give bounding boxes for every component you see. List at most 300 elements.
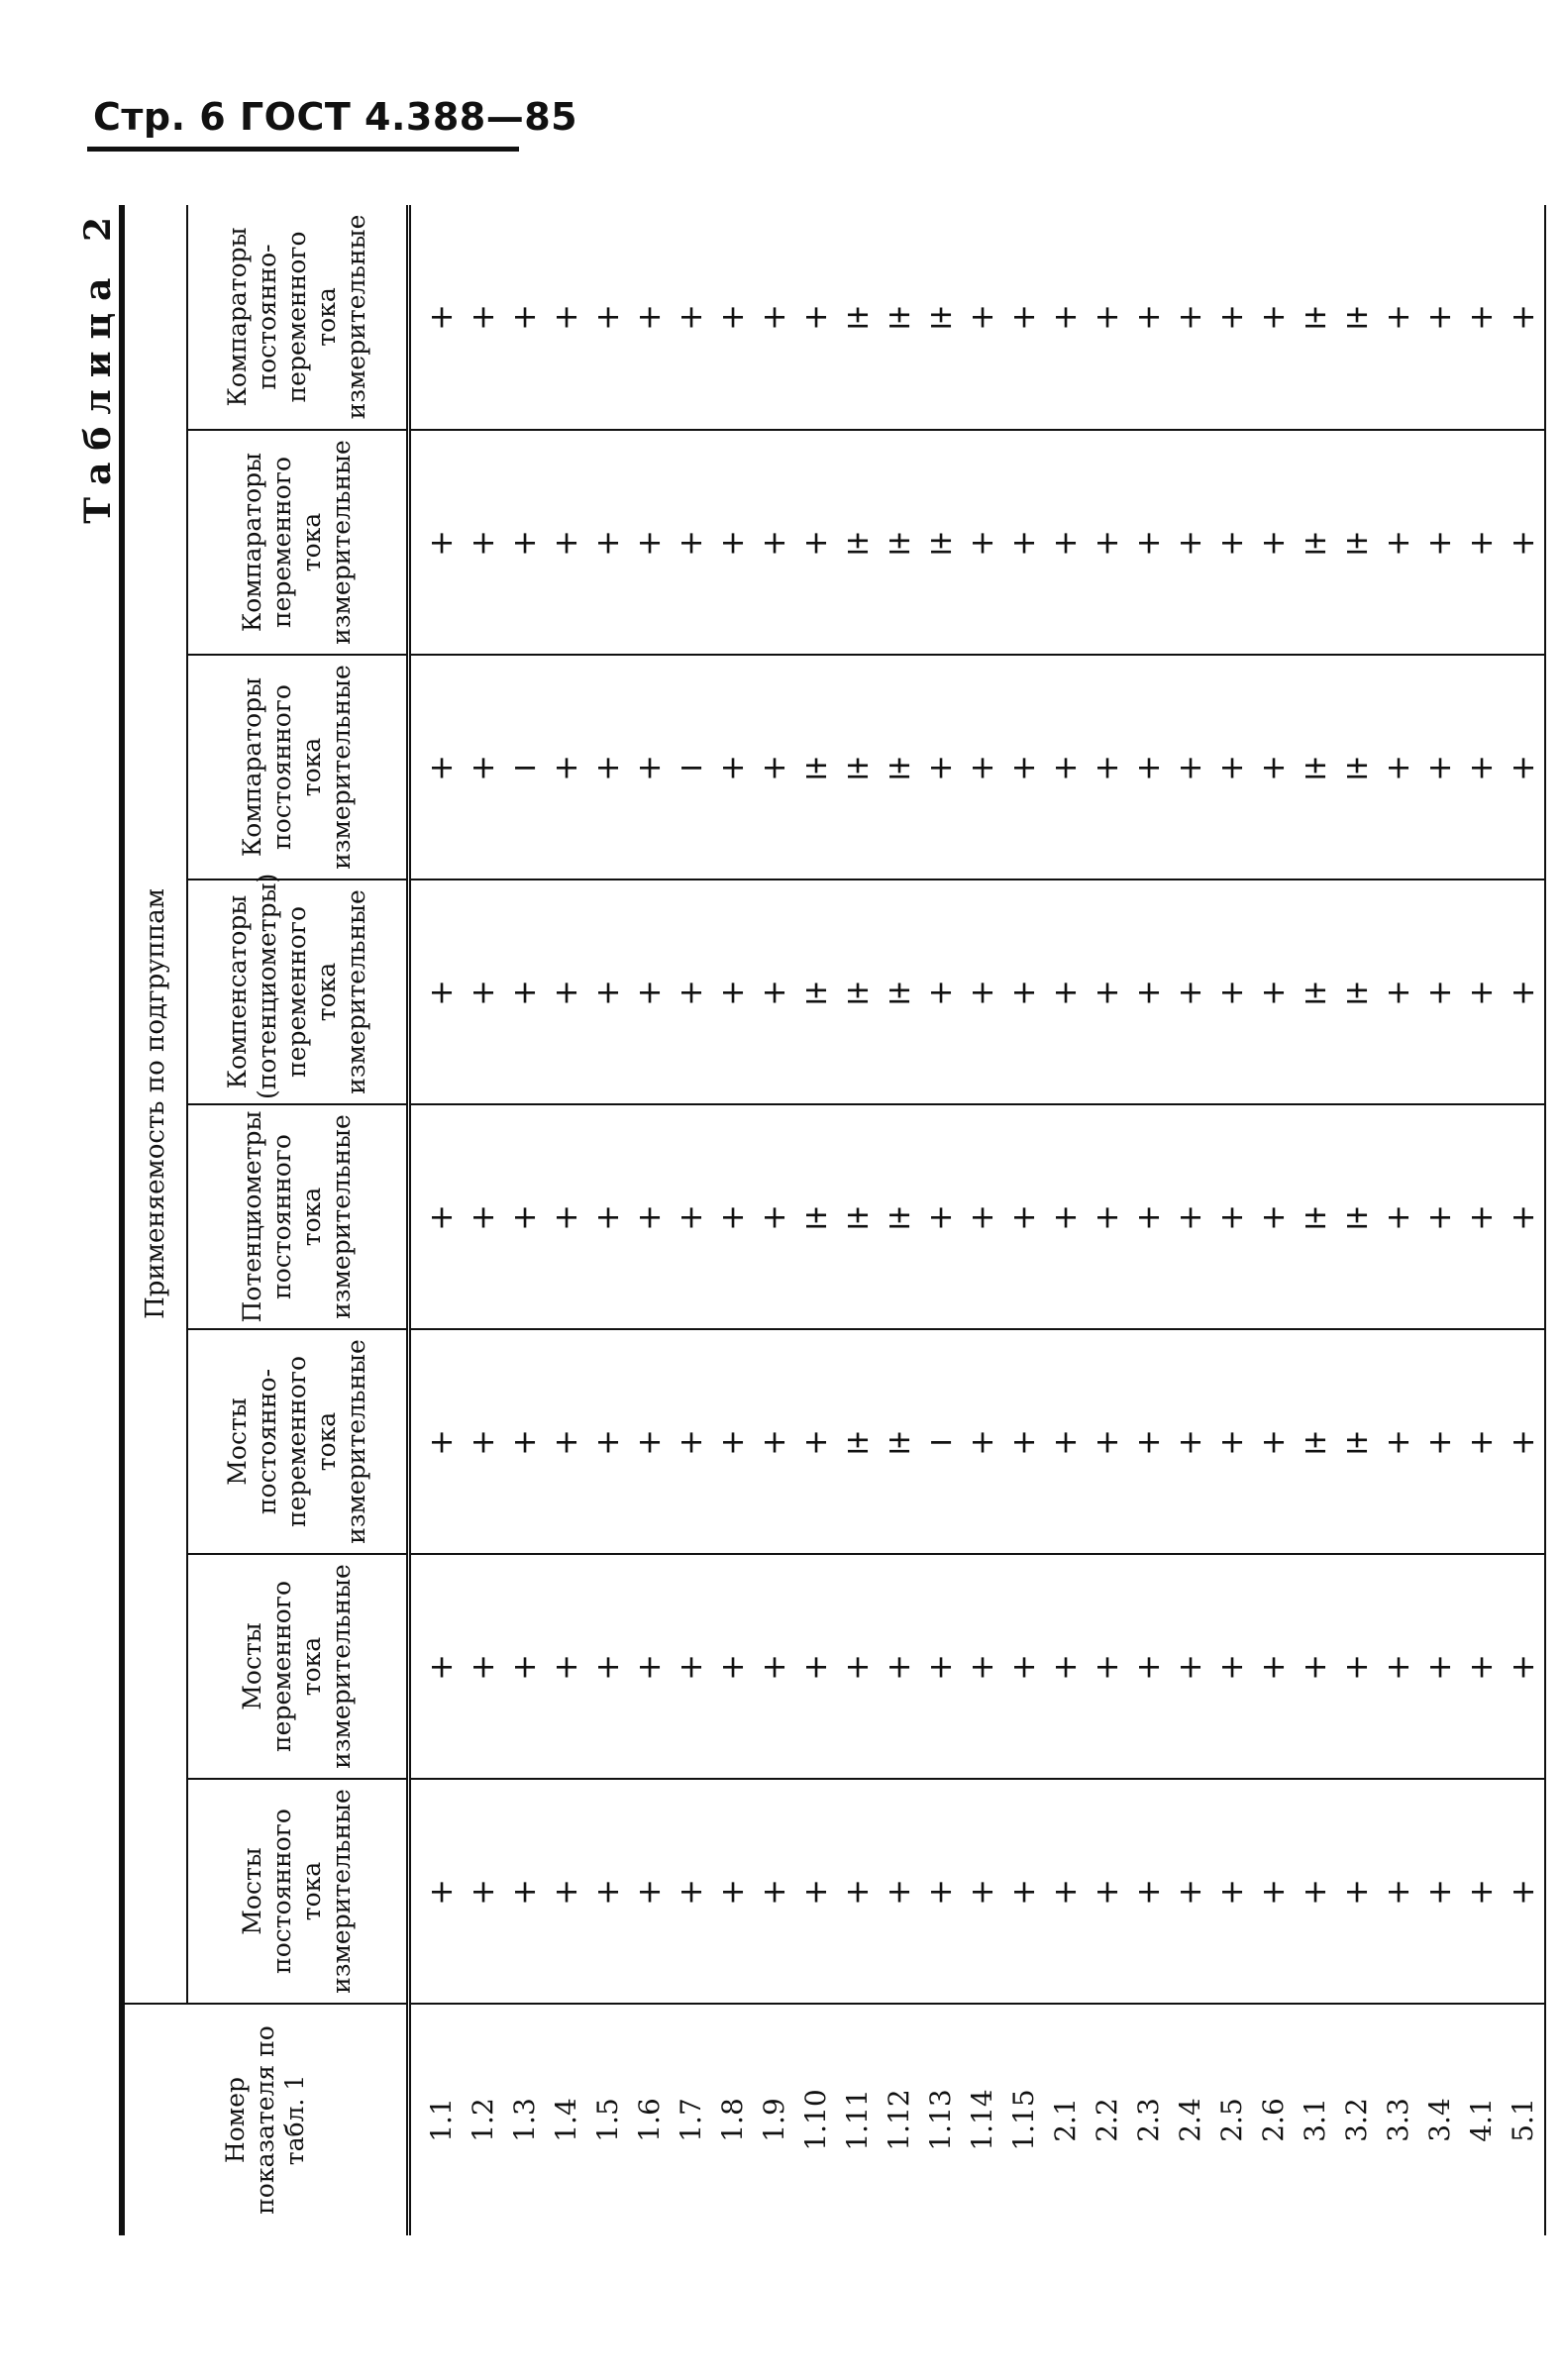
cell-mark-glyph: +: [553, 1872, 580, 1911]
cell-mark-glyph: +: [1302, 1872, 1329, 1911]
cell-mark: [1128, 431, 1170, 654]
cell-mark-glyph: +: [1260, 748, 1288, 786]
row-id: 1.15: [1007, 2089, 1040, 2151]
cell-mark: [920, 1105, 962, 1328]
cell-mark-glyph: +: [428, 523, 456, 562]
cell-mark: [504, 1330, 546, 1553]
cell-mark: [1253, 431, 1295, 654]
applicability-table: [119, 205, 1546, 2235]
cell-mark-glyph: +: [1385, 523, 1412, 562]
cell-mark-glyph: +: [511, 523, 539, 562]
cell-mark: [504, 1555, 546, 1778]
cell-mark: [1378, 1105, 1419, 1328]
cell-mark-glyph: ±: [1343, 973, 1371, 1011]
cell-mark: [421, 1555, 463, 1778]
cell-mark: [837, 656, 879, 879]
cell-mark: [587, 205, 629, 429]
cell-mark-glyph: +: [1135, 1197, 1163, 1236]
cell-mark: [1253, 1555, 1295, 1778]
cell-mark-glyph: +: [428, 1197, 456, 1236]
cell-mark: [1419, 205, 1461, 429]
header-rule: [87, 147, 519, 152]
cell-mark: [1295, 205, 1336, 429]
cell-mark: [1170, 431, 1211, 654]
cell-mark: [421, 431, 463, 654]
column-header: Компараторы постоянного тока измерительные: [187, 655, 409, 880]
cell-mark-glyph: +: [677, 973, 705, 1011]
cell-mark: [1045, 431, 1087, 654]
cell-mark-glyph: ±: [927, 523, 955, 562]
cell-mark-glyph: +: [511, 1872, 539, 1911]
cell-mark-glyph: +: [1218, 748, 1246, 786]
cell-mark-glyph: +: [1052, 973, 1080, 1011]
cell-mark-glyph: +: [1343, 1647, 1371, 1686]
cell-mark: [1336, 1105, 1378, 1328]
cell-mark-glyph: +: [1385, 1197, 1412, 1236]
row-id: 1.2: [467, 2098, 499, 2142]
cell-mark-glyph: +: [1260, 523, 1288, 562]
cell-mark-glyph: +: [1510, 1422, 1537, 1461]
cell-mark: [546, 1105, 587, 1328]
cell-mark-glyph: +: [1218, 1872, 1246, 1911]
cell-mark-glyph: +: [1177, 973, 1204, 1011]
cell-mark: [712, 656, 754, 879]
cell-mark: [463, 880, 504, 1103]
cell-mark: [1295, 880, 1336, 1103]
cell-mark: [1419, 1330, 1461, 1553]
cell-mark: [1253, 1105, 1295, 1328]
cell-mark-glyph: +: [1010, 297, 1038, 336]
cell-mark: [1211, 1555, 1253, 1778]
cell-mark-glyph: ±: [802, 973, 830, 1011]
cell-mark: [879, 1105, 920, 1328]
row-id: 3.4: [1423, 2098, 1456, 2142]
cell-mark: [1336, 1780, 1378, 2003]
cell-mark: [795, 205, 837, 429]
cell-mark-glyph: +: [802, 297, 830, 336]
column-header: Компараторы постоянно-переменного тока измерительные: [187, 205, 409, 430]
cell-mark-glyph: +: [469, 1197, 497, 1236]
cell-mark-glyph: +: [802, 523, 830, 562]
cell-mark: [1336, 1555, 1378, 1778]
cell-mark: [1461, 431, 1503, 654]
cell-mark: [1003, 1555, 1045, 1778]
cell-mark-glyph: ±: [885, 1197, 913, 1236]
cell-mark-glyph: +: [927, 748, 955, 786]
cell-mark-glyph: +: [677, 1872, 705, 1911]
cell-mark: [504, 431, 546, 654]
row-id: 1.1: [425, 2098, 458, 2142]
cell-mark-glyph: ±: [1302, 748, 1329, 786]
rotated-table-block: [77, 205, 1539, 2235]
cell-mark-glyph: ±: [844, 748, 872, 786]
cell-mark-glyph: +: [1468, 297, 1496, 336]
values-column: [409, 1104, 1546, 1329]
cell-mark: [629, 880, 671, 1103]
cell-mark-glyph: +: [1468, 523, 1496, 562]
cell-mark: [504, 1105, 546, 1328]
cell-mark: [421, 880, 463, 1103]
cell-mark-glyph: +: [719, 1197, 747, 1236]
cell-mark-glyph: +: [1135, 523, 1163, 562]
cell-mark-glyph: +: [469, 1422, 497, 1461]
cell-mark-glyph: +: [428, 1647, 456, 1686]
cell-mark: [1128, 1780, 1170, 2003]
cell-mark: [546, 431, 587, 654]
cell-mark: [754, 1330, 795, 1553]
cell-mark: [1461, 880, 1503, 1103]
column-header: Компараторы переменного тока измерительные: [187, 430, 409, 655]
cell-mark-glyph: +: [1468, 973, 1496, 1011]
cell-mark: [1170, 1780, 1211, 2003]
cell-mark: [1045, 205, 1087, 429]
cell-mark: [1087, 431, 1128, 654]
cell-mark: [504, 656, 546, 879]
cell-mark-glyph: ±: [1343, 1197, 1371, 1236]
cell-mark: [1461, 1555, 1503, 1778]
cell-mark-glyph: ±: [1302, 1197, 1329, 1236]
cell-mark: [1045, 880, 1087, 1103]
cell-mark-glyph: +: [1510, 973, 1537, 1011]
cell-mark: [920, 1555, 962, 1778]
cell-mark: [1045, 1555, 1087, 1778]
row-id: 2.4: [1174, 2098, 1206, 2142]
cell-mark-glyph: +: [1218, 1422, 1246, 1461]
row-id: 2.1: [1049, 2098, 1082, 2142]
cell-mark-glyph: +: [719, 523, 747, 562]
cell-mark-glyph: +: [719, 748, 747, 786]
cell-mark-glyph: +: [761, 1647, 788, 1686]
cell-mark-glyph: ±: [844, 1197, 872, 1236]
cell-mark: [837, 1780, 879, 2003]
cell-mark-glyph: +: [1218, 297, 1246, 336]
row-id: 1.7: [675, 2098, 707, 2142]
cell-mark: [463, 1555, 504, 1778]
cell-mark: [1378, 1555, 1419, 1778]
cell-mark: [837, 1555, 879, 1778]
cell-mark: [1087, 1780, 1128, 2003]
row-id: 1.10: [799, 2089, 832, 2151]
cell-mark-glyph: +: [553, 1647, 580, 1686]
cell-mark-glyph: +: [719, 973, 747, 1011]
cell-mark-glyph: +: [761, 1422, 788, 1461]
cell-mark-glyph: +: [1093, 973, 1121, 1011]
column-header: Потенциометры постоянного тока измерительные: [187, 1104, 409, 1329]
cell-mark: [1461, 1780, 1503, 2003]
cell-mark: [1170, 880, 1211, 1103]
cell-mark-glyph: +: [761, 973, 788, 1011]
cell-mark: [546, 1780, 587, 2003]
cell-mark-glyph: +: [885, 1647, 913, 1686]
cell-mark: [962, 1105, 1003, 1328]
cell-mark: [1461, 1330, 1503, 1553]
cell-mark: [1378, 205, 1419, 429]
cell-mark-glyph: ±: [1343, 748, 1371, 786]
cell-mark-glyph: +: [927, 1647, 955, 1686]
cell-mark: [671, 1555, 712, 1778]
cell-mark-glyph: +: [885, 1872, 913, 1911]
cell-mark: [1336, 431, 1378, 654]
cell-mark: [629, 431, 671, 654]
cell-mark-glyph: +: [553, 748, 580, 786]
cell-mark: [795, 1555, 837, 1778]
row-id: 1.9: [758, 2098, 790, 2142]
row-id: 2.3: [1132, 2098, 1165, 2142]
cell-mark: [712, 205, 754, 429]
cell-mark-glyph: +: [1177, 1647, 1204, 1686]
cell-mark-glyph: +: [719, 297, 747, 336]
cell-mark-glyph: +: [1260, 1422, 1288, 1461]
cell-mark-glyph: +: [1052, 523, 1080, 562]
cell-mark-glyph: +: [1302, 1647, 1329, 1686]
row-id: 2.6: [1257, 2098, 1290, 2142]
cell-mark: [546, 880, 587, 1103]
cell-mark-glyph: +: [511, 297, 539, 336]
cell-mark: [421, 656, 463, 879]
row-id: 1.13: [924, 2089, 957, 2151]
cell-mark: [712, 1555, 754, 1778]
cell-mark-glyph: +: [428, 297, 456, 336]
cell-mark-glyph: +: [927, 973, 955, 1011]
cell-mark: [629, 1330, 671, 1553]
cell-mark-glyph: −: [927, 1422, 955, 1461]
cell-mark-glyph: +: [1093, 748, 1121, 786]
cell-mark: [962, 656, 1003, 879]
cell-mark: [1087, 205, 1128, 429]
cell-mark: [1003, 431, 1045, 654]
cell-mark: [671, 1780, 712, 2003]
cell-mark-glyph: +: [553, 973, 580, 1011]
cell-mark-glyph: +: [969, 973, 996, 1011]
cell-mark: [1419, 431, 1461, 654]
cell-mark-glyph: +: [511, 1422, 539, 1461]
cell-mark: [421, 205, 463, 429]
cell-mark: [1045, 1330, 1087, 1553]
cell-mark: [712, 1330, 754, 1553]
cell-mark: [546, 205, 587, 429]
cell-mark-glyph: +: [969, 1197, 996, 1236]
cell-mark-glyph: +: [844, 1872, 872, 1911]
cell-mark-glyph: +: [553, 523, 580, 562]
cell-mark-glyph: +: [636, 523, 664, 562]
cell-mark-glyph: +: [1093, 297, 1121, 336]
cell-mark-glyph: +: [428, 1422, 456, 1461]
cell-mark: [1128, 656, 1170, 879]
cell-mark: [671, 431, 712, 654]
cell-mark-glyph: +: [636, 748, 664, 786]
cell-mark: [463, 1780, 504, 2003]
values-column: [409, 655, 1546, 880]
cell-mark-glyph: +: [761, 1872, 788, 1911]
cell-mark-glyph: ±: [802, 748, 830, 786]
cell-mark-glyph: +: [1426, 523, 1454, 562]
cell-mark-glyph: +: [1135, 748, 1163, 786]
row-id: 2.5: [1215, 2098, 1248, 2142]
cell-mark-glyph: +: [1385, 1647, 1412, 1686]
cell-mark-glyph: +: [1426, 973, 1454, 1011]
cell-mark: [837, 431, 879, 654]
cell-mark-glyph: +: [802, 1422, 830, 1461]
cell-mark-glyph: +: [469, 973, 497, 1011]
cell-mark-glyph: +: [719, 1872, 747, 1911]
cell-mark: [920, 656, 962, 879]
row-id: 2.2: [1091, 2098, 1123, 2142]
cell-mark-glyph: +: [1010, 973, 1038, 1011]
row-id: 1.4: [550, 2098, 582, 2142]
cell-mark: [463, 1105, 504, 1328]
cell-mark: [837, 205, 879, 429]
cell-mark-glyph: ±: [1302, 523, 1329, 562]
cell-mark: [795, 431, 837, 654]
cell-mark-glyph: +: [677, 523, 705, 562]
cell-mark-glyph: +: [1260, 297, 1288, 336]
cell-mark-glyph: +: [1135, 1647, 1163, 1686]
cell-mark: [1253, 1780, 1295, 2003]
cell-mark: [1419, 1555, 1461, 1778]
cell-mark: [962, 1780, 1003, 2003]
cell-mark-glyph: +: [969, 1647, 996, 1686]
cell-mark: [712, 1780, 754, 2003]
cell-mark-glyph: ±: [1302, 973, 1329, 1011]
cell-mark: [1128, 880, 1170, 1103]
cell-mark: [920, 431, 962, 654]
cell-mark: [1087, 1105, 1128, 1328]
cell-mark: [754, 431, 795, 654]
row-id: 1.12: [883, 2089, 915, 2151]
cell-mark: [1503, 1555, 1544, 1778]
cell-mark: [1503, 656, 1544, 879]
cell-mark-glyph: +: [1177, 1422, 1204, 1461]
cell-mark: [1419, 880, 1461, 1103]
cell-mark: [463, 1330, 504, 1553]
cell-mark-glyph: +: [1052, 748, 1080, 786]
cell-mark: [587, 1330, 629, 1553]
cell-mark-glyph: ±: [844, 1422, 872, 1461]
cell-mark: [795, 1780, 837, 2003]
cell-mark-glyph: +: [761, 1197, 788, 1236]
cell-mark: [754, 1105, 795, 1328]
cell-mark: [1170, 656, 1211, 879]
cell-mark-glyph: ±: [1343, 523, 1371, 562]
cell-mark-glyph: +: [594, 297, 622, 336]
cell-mark: [1170, 1105, 1211, 1328]
cell-mark: [1461, 205, 1503, 429]
cell-mark: [1253, 1330, 1295, 1553]
cell-mark-glyph: +: [636, 1422, 664, 1461]
cell-mark-glyph: +: [553, 297, 580, 336]
cell-mark: [629, 1105, 671, 1328]
cell-mark-glyph: +: [1177, 297, 1204, 336]
cell-mark-glyph: +: [1510, 1647, 1537, 1686]
cell-mark: [1211, 205, 1253, 429]
cell-mark: [546, 1555, 587, 1778]
cell-mark-glyph: +: [1093, 523, 1121, 562]
cell-mark: [1253, 205, 1295, 429]
cell-mark: [1003, 656, 1045, 879]
cell-mark: [587, 1555, 629, 1778]
column-header: Компенсаторы (потенциометры) переменного тока измерительные: [187, 880, 409, 1104]
cell-mark: [879, 431, 920, 654]
cell-mark: [504, 1780, 546, 2003]
row-id: 3.1: [1299, 2098, 1331, 2142]
cell-mark-glyph: +: [1010, 1197, 1038, 1236]
row-id: 1.5: [591, 2098, 624, 2142]
cell-mark: [795, 656, 837, 879]
cell-mark: [1211, 431, 1253, 654]
cell-mark: [1378, 656, 1419, 879]
cell-mark: [1087, 656, 1128, 879]
cell-mark: [504, 880, 546, 1103]
cell-mark: [587, 1780, 629, 2003]
row-id: 4.1: [1465, 2098, 1498, 2142]
cell-mark: [920, 880, 962, 1103]
values-column: [409, 1329, 1546, 1554]
cell-mark: [1045, 1780, 1087, 2003]
cell-mark-glyph: ±: [1343, 297, 1371, 336]
cell-mark-glyph: +: [844, 1647, 872, 1686]
cell-mark-glyph: ±: [885, 973, 913, 1011]
cell-mark: [1128, 1555, 1170, 1778]
cell-mark: [1045, 656, 1087, 879]
cell-mark: [1295, 431, 1336, 654]
cell-mark: [463, 205, 504, 429]
cell-mark-glyph: +: [927, 1872, 955, 1911]
cell-mark: [1503, 1780, 1544, 2003]
cell-mark: [1003, 1105, 1045, 1328]
cell-mark-glyph: +: [1135, 973, 1163, 1011]
cell-mark-glyph: +: [677, 1647, 705, 1686]
cell-mark-glyph: +: [469, 1872, 497, 1911]
cell-mark: [1461, 656, 1503, 879]
cell-mark: [1419, 1105, 1461, 1328]
cell-mark: [712, 431, 754, 654]
cell-mark: [879, 1330, 920, 1553]
cell-mark: [837, 1105, 879, 1328]
cell-mark: [587, 656, 629, 879]
cell-mark-glyph: +: [969, 297, 996, 336]
cell-mark-glyph: +: [1510, 523, 1537, 562]
cell-mark-glyph: ±: [844, 523, 872, 562]
cell-mark-glyph: +: [1426, 748, 1454, 786]
cell-mark: [1378, 880, 1419, 1103]
cell-mark-glyph: +: [1052, 1197, 1080, 1236]
cell-mark: [671, 1105, 712, 1328]
cell-mark-glyph: +: [1385, 973, 1412, 1011]
cell-mark-glyph: +: [1010, 1647, 1038, 1686]
cell-mark-glyph: +: [1010, 1422, 1038, 1461]
cell-mark-glyph: +: [553, 1422, 580, 1461]
cell-mark-glyph: ±: [1343, 1422, 1371, 1461]
cell-mark-glyph: ±: [844, 973, 872, 1011]
cell-mark-glyph: +: [802, 1647, 830, 1686]
cell-mark-glyph: +: [677, 1197, 705, 1236]
cell-mark: [546, 656, 587, 879]
cell-mark-glyph: +: [1426, 1197, 1454, 1236]
cell-mark: [879, 1780, 920, 2003]
row-id: 1.14: [966, 2089, 998, 2151]
cell-mark: [1336, 1330, 1378, 1553]
cell-mark: [962, 880, 1003, 1103]
cell-mark-glyph: +: [511, 1647, 539, 1686]
cell-mark: [587, 431, 629, 654]
cell-mark-glyph: +: [1510, 1872, 1537, 1911]
cell-mark-glyph: +: [1052, 1872, 1080, 1911]
cell-mark-glyph: +: [719, 1422, 747, 1461]
cell-mark-glyph: +: [428, 748, 456, 786]
cell-mark: [587, 1105, 629, 1328]
cell-mark-glyph: +: [1260, 1647, 1288, 1686]
cell-mark-glyph: ±: [885, 1422, 913, 1461]
